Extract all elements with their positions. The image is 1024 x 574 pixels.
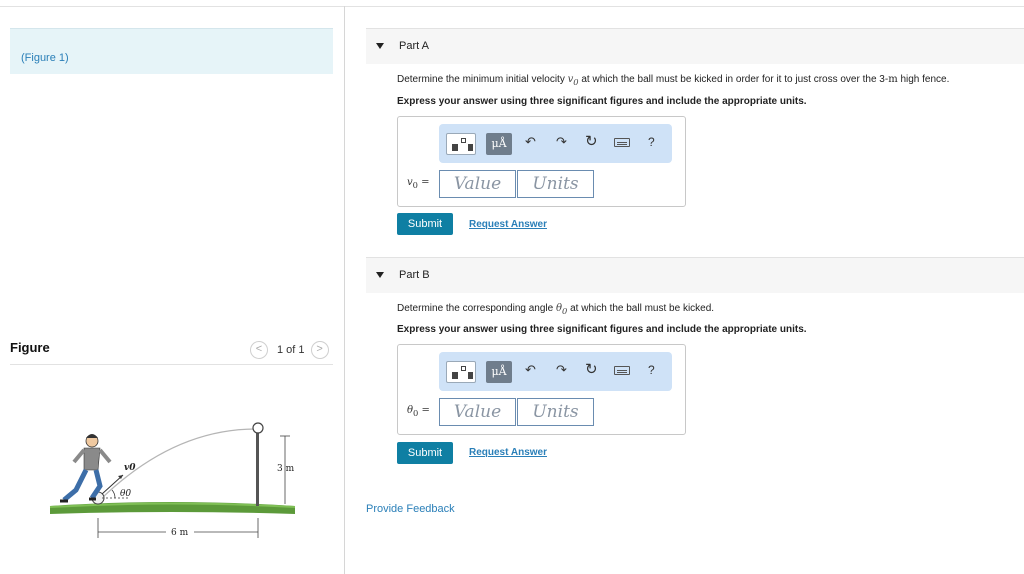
kicker-person — [60, 434, 110, 501]
part-a-submit-button[interactable]: Submit — [397, 213, 453, 235]
part-a-request-answer-link[interactable]: Request Answer — [469, 219, 547, 230]
v0-units-input[interactable]: Units — [517, 170, 594, 198]
undo-icon[interactable]: ↶ — [525, 134, 536, 149]
next-figure-button[interactable]: > — [311, 341, 329, 359]
prev-figure-button[interactable]: < — [250, 341, 268, 359]
units-button[interactable]: μÅ — [486, 133, 512, 155]
theta0-value-input[interactable]: Value — [439, 398, 516, 426]
part-a-instruction: Express your answer using three significant figures and include the appropriate units. — [397, 96, 807, 107]
templates-button[interactable] — [446, 361, 476, 383]
ball-at-fence — [253, 423, 263, 433]
part-b-title: Part B — [399, 269, 430, 281]
part-b-submit-button[interactable]: Submit — [397, 442, 453, 464]
figure-link[interactable]: (Figure 1) — [21, 52, 69, 64]
figure-pager — [250, 341, 329, 359]
figure-link-box — [10, 28, 333, 74]
part-b-answer-box — [397, 344, 686, 435]
units-button[interactable]: μÅ — [486, 361, 512, 383]
collapse-part-a-toggle[interactable] — [376, 43, 384, 49]
provide-feedback-link[interactable]: Provide Feedback — [366, 503, 455, 515]
part-a-header[interactable] — [366, 28, 1024, 64]
collapse-part-b-toggle[interactable] — [376, 272, 384, 278]
part-b-prompt: Determine the corresponding angle $\theta_0$ at which the ball must be kicked. — [397, 303, 715, 316]
part-b-header[interactable] — [366, 257, 1024, 293]
v0-value-input[interactable]: Value — [439, 170, 516, 198]
height-label: 3 m — [277, 464, 295, 474]
figure-page-count: 1 of 1 — [277, 344, 305, 356]
templates-button[interactable] — [446, 133, 476, 155]
part-a-toolbar — [439, 124, 672, 163]
keyboard-icon[interactable] — [614, 366, 630, 375]
v0-equation-label: $v_0$ = — [407, 177, 430, 190]
column-divider — [344, 6, 345, 574]
v0-label: v0 — [124, 463, 136, 473]
theta0-units-input[interactable]: Units — [517, 398, 594, 426]
theta0-equation-label: $\theta_0$ = — [407, 405, 430, 418]
top-border — [0, 6, 1024, 7]
part-a-prompt: Determine the minimum initial velocity $v_0$ at which the ball must be kicked in order for it to just cross over the 3-m high fence. — [397, 74, 950, 87]
part-a-answer-box — [397, 116, 686, 207]
figure-divider — [10, 364, 333, 365]
distance-label: 6 m — [171, 528, 189, 538]
part-b-toolbar — [439, 352, 672, 391]
part-a-title: Part A — [399, 40, 429, 52]
reset-icon[interactable]: ↻ — [585, 133, 598, 150]
reset-icon[interactable]: ↻ — [585, 361, 598, 378]
fence-post — [256, 433, 259, 506]
kick-figure — [40, 418, 305, 543]
redo-icon[interactable]: ↷ — [556, 134, 567, 149]
figure-heading: Figure — [10, 340, 50, 355]
keyboard-icon[interactable] — [614, 138, 630, 147]
help-icon[interactable]: ? — [648, 135, 655, 149]
part-b-request-answer-link[interactable]: Request Answer — [469, 447, 547, 458]
help-icon[interactable]: ? — [648, 363, 655, 377]
part-b-instruction: Express your answer using three significant figures and include the appropriate units. — [397, 324, 807, 335]
theta0-label: θ0 — [120, 489, 132, 499]
undo-icon[interactable]: ↶ — [525, 362, 536, 377]
redo-icon[interactable]: ↷ — [556, 362, 567, 377]
